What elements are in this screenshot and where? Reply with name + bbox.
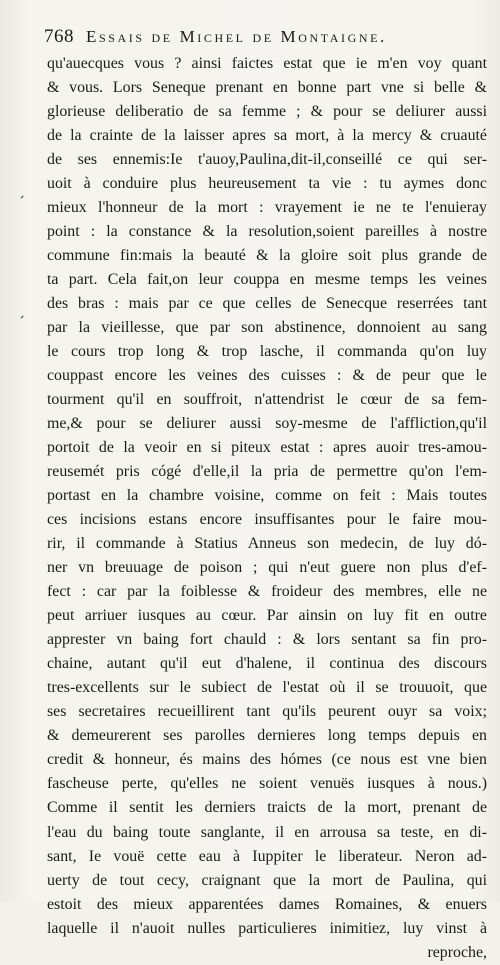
text-line: l'eau du baing toute sanglante, il en arrousa sa teste, en di- xyxy=(47,823,487,841)
page-number: 768 xyxy=(44,26,74,47)
text-line: qu'auecques vous ? ainsi faictes estat que ie m'en voy quant xyxy=(47,55,487,72)
text-line: ta part. Cela fait,on leur couppa en mesme temps les veines xyxy=(47,271,487,289)
text-line: reusemét pris cógé d'elle,il la pria de permettre qu'on l'em- xyxy=(47,463,487,481)
margin-mark: ˏ xyxy=(18,303,25,319)
text-line: estoit des mieux apparentées dames Romaines, & enuers xyxy=(47,895,487,913)
margin-mark: ˏ xyxy=(18,183,25,199)
text-line: chaine, autant qu'il eut d'halene, il continua des discours xyxy=(47,655,487,673)
text-line: me,& pour se deliurer aussi soy-mesme de l'affliction,qu'il xyxy=(47,415,487,433)
text-line: fect : car par la foiblesse & froideur des membres, elle ne xyxy=(47,583,487,601)
page-header xyxy=(44,26,484,48)
text-line: des bras : mais par ce que celles de Senecque reserrées tant xyxy=(47,295,487,313)
text-line: rir, il commande à Statius Anneus son medecin, de luy dó- xyxy=(47,535,487,553)
text-line: tourment qu'il en souffroit, n'attendrist le cœur de sa fem- xyxy=(47,391,487,409)
text-line: Comme il sentit les derniers traicts de la mort, prenant de xyxy=(47,799,487,817)
text-line: le cours trop long & trop lasche, il commanda qu'on luy xyxy=(47,343,487,361)
text-line: point : la constance & la resolution,soient pareilles à nostre xyxy=(47,223,487,241)
text-line: sant, Ie vouë cette eau à Iuppiter le liberateur. Neron ad- xyxy=(47,847,487,865)
text-line: uerty de tout cecy, craignant que la mort de Paulina, qui xyxy=(47,871,487,889)
text-line: glorieuse deliberatio de sa femme ; & pour se deliurer aussi xyxy=(47,103,487,121)
text-line: uoit à conduire plus heureusement ta vie : tu aymes donc xyxy=(47,175,487,193)
text-line: & vous. Lors Seneque prenant en bonne part vne si belle & xyxy=(47,79,487,97)
text-line: apprester vn baing fort chauld : & lors sentant sa fin pro- xyxy=(47,631,487,649)
text-line: tres-excellents sur le subiect de l'estat où il se trouuoit, que xyxy=(47,679,487,697)
text-line: laquelle il n'auoit nulles particulieres inimitiez, luy vinst à xyxy=(47,919,487,937)
text-line: peut arriuer iusques au cœur. Par ainsin on luy fit en outre xyxy=(47,607,487,625)
text-line: mieux l'honneur de la mort : vrayement ie ne te l'enuieray xyxy=(47,199,487,217)
text-line: par la vieillesse, que par son abstinence, donnoient au sang xyxy=(47,319,487,337)
text-line: fascheuse perte, qu'elles ne soient venuës iusques à nous.) xyxy=(47,775,487,793)
text-line: ces incisions estans encore insuffisantes pour le faire mou- xyxy=(47,511,487,529)
text-line: commune fin:mais la beauté & la gloire soit plus grande de xyxy=(47,247,487,265)
text-line: de ses ennemis:Ie t'auoy,Paulina,dit-il,conseillé ce qui ser- xyxy=(47,151,487,169)
text-line: couppast encore les veines des cuisses : & de peur que le xyxy=(47,367,487,385)
text-line: credit & honneur, és mains des hómes (ce nous est vne bien xyxy=(47,751,487,769)
text-line: ner vn breuuage de poison ; qui n'eut guere non plus d'ef- xyxy=(47,559,487,577)
running-head: Essais de Michel de Montaigne. xyxy=(86,27,387,46)
text-line: portast en la chambre voisine, comme on feit : Mais toutes xyxy=(47,487,487,505)
catchword: reproche, xyxy=(427,943,487,961)
text-line: portoit de la veoir en si piteux estat : apres auoir tres-amou- xyxy=(47,439,487,457)
text-line: & demeurerent ses parolles dernieres long temps depuis en xyxy=(47,727,487,745)
text-line: ses secretaires recueillirent tant qu'ils peurent ouyr sa voix; xyxy=(47,703,487,721)
text-block xyxy=(47,52,487,965)
text-line: de la crainte de la laisser apres sa mort, à la mercy & cruauté xyxy=(47,127,487,145)
